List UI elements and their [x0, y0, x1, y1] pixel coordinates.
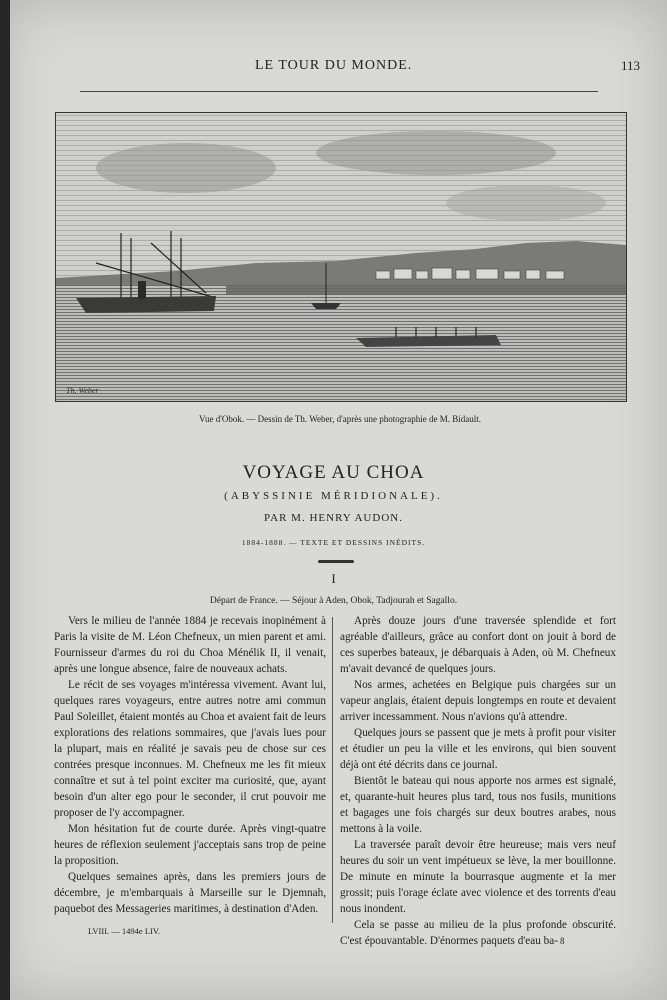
running-header	[80, 58, 640, 82]
section-ornament	[318, 560, 354, 563]
paragraph: Nos armes, achetées en Belgique puis chargées sur un vapeur anglais, étaient depuis longtemps en route et devaient arriver incessamment. Nous n'avions qu'à attendre.	[340, 679, 616, 723]
paragraph: Mon hésitation fut de courte durée. Après vingt-quatre heures de réflexion seulement j'acceptais sans trop de peine la proposition.	[54, 823, 326, 867]
chapter-summary: Départ de France. — Séjour à Aden, Obok, Tadjourah et Sagallo.	[209, 596, 458, 606]
engraving-illustration	[55, 112, 627, 402]
text-column-left	[54, 613, 326, 917]
paragraph: Le récit de ses voyages m'intéressa vivement. Avant lui, quelques rares voyageurs, entre autres notre ami commun Paul Soleillet, étaient montés au Choa et avaient fait de leurs explorations des relations sommaires, que j'avais lues pour la plupart, mais en réalité je savais peu de chose sur ces contrées presque inconnues. M. Chefneux me les fit mieux connaître et sut à tel point exciter ma curiosité, que, ayant besoin d'un alter ego pour le seconder, il crut pouvoir me proposer de l'y accompagner.	[54, 679, 326, 819]
paragraph: La traversée paraît devoir être heureuse; mais vers neuf heures du soir un vent impétueux se lève, la mer bouillonne. De minute en minute la bourrasque augmente et la mer grossit; puis l'orage éclate avec violence et des torrents d'eau nous inondent.	[340, 839, 616, 915]
paragraph: Quelques jours se passent que je mets à profit pour visiter et étudier un peu la ville et les environs, qui bien souvent déjà ont été décrits dans ce journal.	[340, 727, 616, 771]
page-number: 113	[620, 58, 640, 73]
article-author: PAR M. HENRY AUDON.	[264, 512, 403, 524]
text-column-right	[340, 613, 616, 949]
chapter-number: I	[331, 571, 336, 586]
illustration-caption: Vue d'Obok. — Dessin de Th. Weber, d'après une photographie de M. Bidault.	[199, 414, 481, 424]
paragraph: Bientôt le bateau qui nous apporte nos armes est signalé, et, quarante-huit heures plus tard, tous nos fusils, munitions et bagages une fois chargés sur deux boutres arabes, nous mettons à la voile.	[340, 775, 616, 835]
paragraph: Cela se passe au milieu de la plus profonde obscurité. C'est épouvantable. D'énormes paquets d'eau ba-	[340, 919, 616, 947]
column-divider	[332, 617, 333, 923]
paragraph: Vers le milieu de l'année 1884 je recevais inopinément à Paris la visite de M. Léon Chefneux, un mien parent et ami. Fournisseur d'armes du roi du Choa Ménélik II, il venait, après une longue absence, faire de nouveaux achats.	[54, 615, 326, 675]
paragraph: Après douze jours d'une traversée splendide et fort agréable d'ailleurs, grâce au confort dont on jouit à bord de ces superbes bateaux, je débarquais à Aden, où M. Chefneux m'avait devancé de quelques jours.	[340, 615, 616, 675]
running-title: LE TOUR DU MONDE.	[255, 58, 413, 73]
footer-signature-mark: LVIII. — 1494e LIV.	[88, 926, 161, 936]
engraver-signature: Th. Weber	[66, 386, 99, 395]
header-rule	[80, 91, 598, 92]
article-title: VOYAGE AU CHOA	[242, 462, 425, 483]
paragraph: Quelques semaines après, dans les premiers jours de décembre, je m'embarquais à Marseille sur le Djemnah, paquebot des Messageries maritimes, à destination d'Aden.	[54, 871, 326, 915]
article-subtitle: (ABYSSINIE MÉRIDIONALE).	[224, 490, 443, 502]
footer-gathering-number: 8	[560, 936, 565, 946]
article-dates: 1884-1888. — TEXTE ET DESSINS INÉDITS.	[241, 538, 426, 547]
